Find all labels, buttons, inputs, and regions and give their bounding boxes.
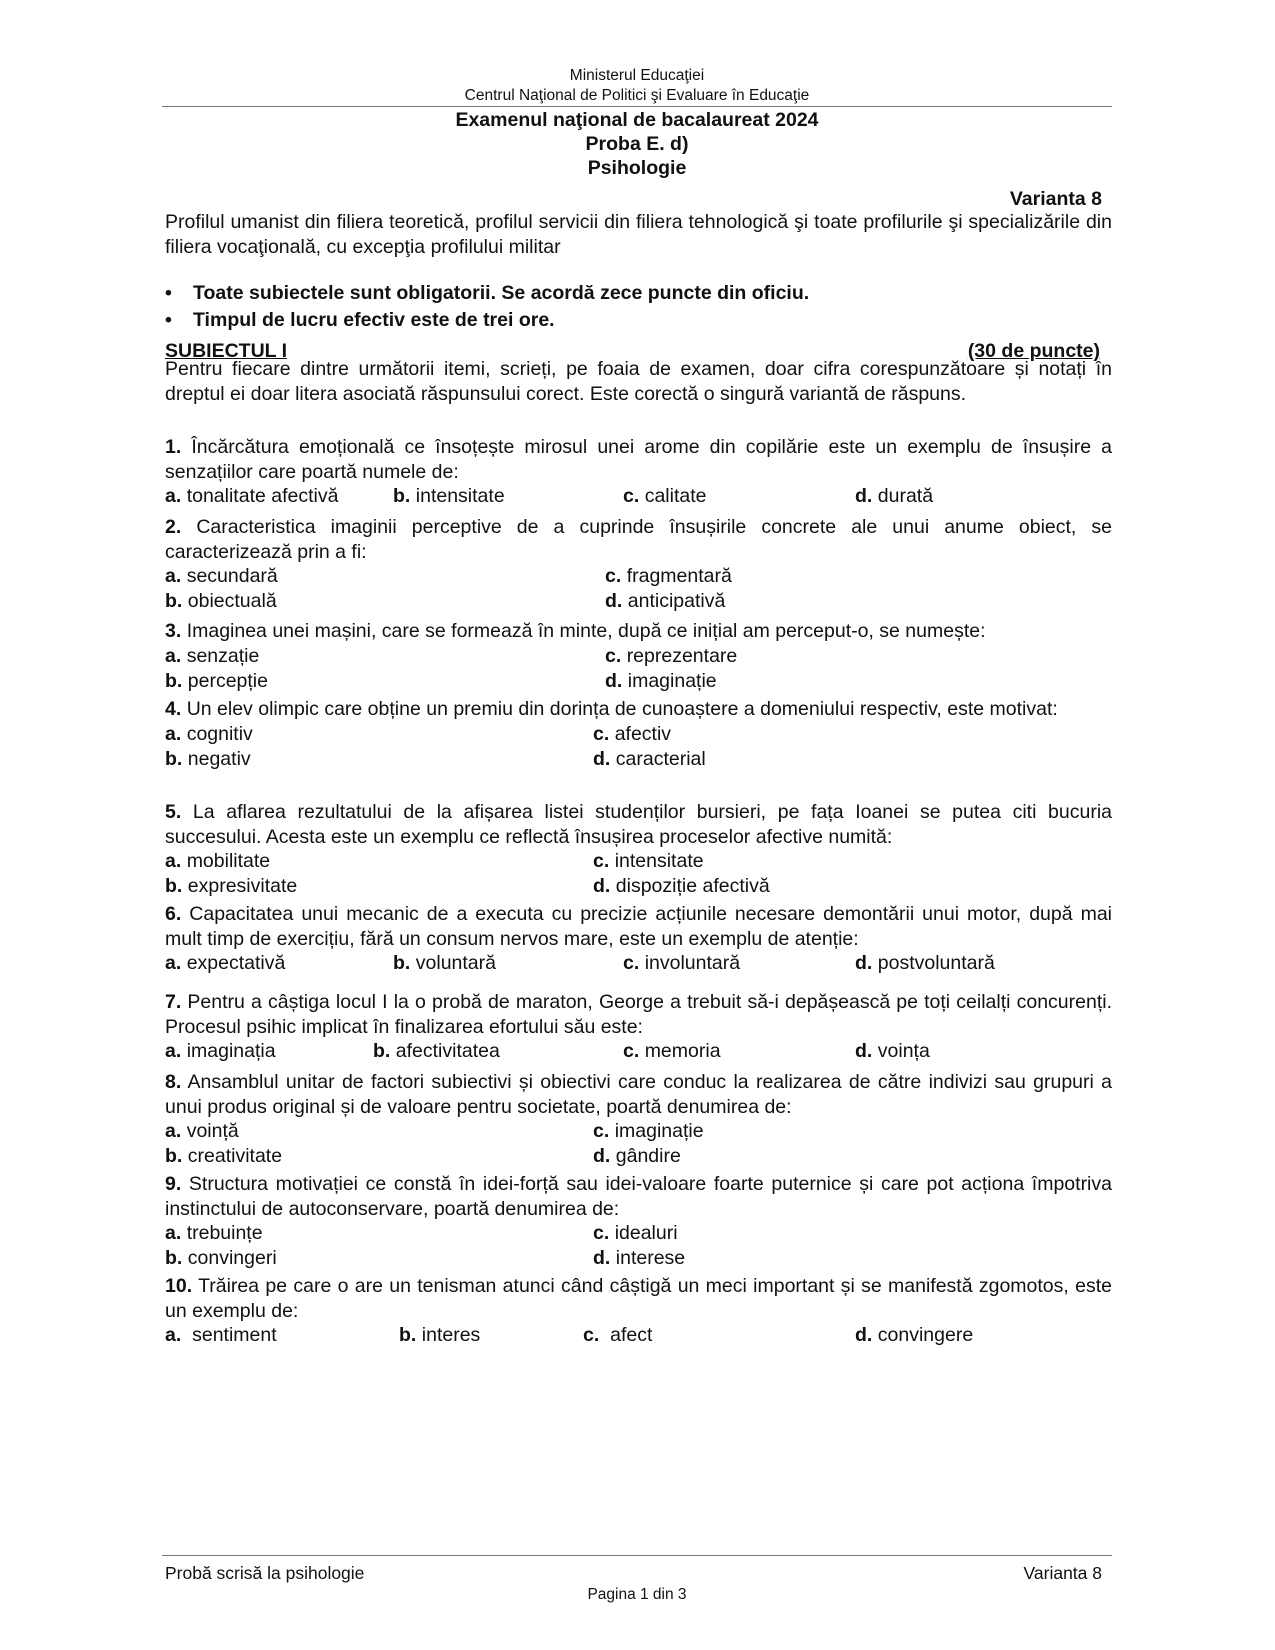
answer-option: c. idealuri [593,1222,678,1244]
question-text: Structura motivației ce constă în idei-forță sau idei-valoare foarte puternice și care pot acționa împotriva instinctului de autoconservare, poartă denumirea de: [165,1173,1112,1220]
answer-option: b. percepție [165,669,268,692]
answer-option: b. interes [399,1324,481,1346]
question-number: 10. [165,1275,193,1297]
subject-name: SUBIECTUL I [165,340,288,362]
answer-option: c. calitate [623,485,707,507]
footer-exam-name: Probă scrisă la psihologie [165,1563,365,1583]
proba-title: Proba E. d) [585,133,689,155]
answer-option: a. mobilitate [165,850,271,872]
question-number: 4. [165,698,182,720]
answer-option: c. fragmentară [605,565,732,587]
exam-title: Examenul naţional de bacalaureat 2024 [455,109,819,131]
question-item [165,1070,1112,1169]
answer-option: b. afectivitatea [373,1040,500,1062]
answer-option: a. secundară [165,565,278,587]
question-number: 3. [165,620,182,642]
question-item [165,990,1112,1064]
question-number: 1. [165,436,182,458]
answer-option: c. memoria [623,1040,721,1062]
question-item [165,697,1112,772]
answer-option: a. sentiment [165,1324,277,1346]
answer-option: b. creativitate [165,1145,283,1167]
question-text: Încărcătura emoțională ce însoțește mirosul unei arome din copilărie este un exemplu de însușire a senzațiilor care poartă numele de: [165,436,1112,483]
answer-option: d. gândire [593,1145,681,1167]
answer-option: c. afect [583,1324,653,1346]
question-number: 7. [165,991,182,1013]
answer-option: c. reprezentare [605,644,738,667]
question-item [165,800,1112,899]
answer-option: d. postvoluntară [855,952,995,974]
answer-option: d. anticipativă [605,590,726,612]
question-item [165,1274,1112,1348]
answer-option: d. convingere [855,1324,974,1346]
page-number: Pagina 1 din 3 [587,1586,687,1603]
rule-item: • Timpul de lucru efectiv este de trei ore. [165,309,555,331]
question-text: Ansamblul unitar de factori subiectivi și obiectivi care conduc la realizarea de către indivizi sau grupuri a unui produs original și de valoare pentru societate, poartă denumirea de: [165,1071,1113,1118]
answer-option: a. senzație [165,644,260,667]
rules-list [165,280,1112,334]
question-item [165,1172,1112,1271]
answer-option: d. durată [855,485,934,507]
answer-option: c. involuntară [623,952,741,974]
answer-option: d. imaginație [605,669,717,692]
subject-title: Psihologie [587,157,687,179]
answer-option: b. obiectuală [165,590,277,612]
answer-option: a. voință [165,1120,239,1142]
question-number: 8. [165,1071,182,1093]
answer-option: d. interese [593,1247,686,1269]
footer-variant: Varianta 8 [1023,1563,1102,1583]
subject-points: (30 de puncte) [967,340,1100,362]
answer-option: d. caracterial [593,747,706,770]
question-number: 6. [165,903,182,925]
answer-option: a. trebuințe [165,1222,263,1244]
ministry-name: Ministerul Educaţiei [569,67,705,84]
header-divider [162,106,1112,107]
instructions: Pentru fiecare dintre următorii itemi, scrieți, pe foaia de examen, doar cifra corespunzătoare și notați în dreptul ei doar litera asociată răspunsului corect. Este corectă o singură variantă de răspuns. [165,358,1112,405]
question-text: Pentru a câștiga locul I la o probă de maraton, George a trebuit să-i depășească pe toți ceilalți concurenți. Procesul psihic implicat în finalizarea efortului său este: [165,991,1112,1038]
variant-label: Varianta 8 [1009,188,1102,210]
answer-option: b. intensitate [393,485,505,507]
answer-option: a. cognitiv [165,722,253,745]
answer-option: c. afectiv [593,722,672,745]
question-text: Imaginea unei mașini, care se formează în minte, după ce inițial am perceput-o, se numește: [186,620,986,642]
question-text: La aflarea rezultatului de la afișarea listei studenților bursieri, pe fața Ioanei se putea citi bucuria succesului. Acesta este un exemplu ce reflectă însușirea proceselor afective numită: [165,801,1113,848]
answer-option: b. convingeri [165,1247,277,1269]
question-text: Caracteristica imaginii perceptive de a cuprinde însușirile concrete ale unui anume obiect, se caracterizează prin a fi: [165,516,1113,563]
footer-divider [162,1555,1112,1556]
answer-option: a. tonalitate afectivă [165,485,339,507]
answer-option: d. dispoziție afectivă [593,875,770,897]
question-number: 9. [165,1173,182,1195]
question-number: 5. [165,801,182,823]
center-name: Centrul Naţional de Politici şi Evaluare în Educaţie [464,87,810,104]
answer-option: b. expresivitate [165,875,298,897]
answer-option: b. negativ [165,747,251,770]
question-item [165,435,1112,509]
question-item [165,902,1112,976]
answer-option: c. imaginație [593,1120,704,1142]
answer-option: d. voința [855,1040,930,1062]
question-text: Un elev olimpic care obține un premiu din dorința de cunoaștere a domeniului respectiv, este motivat: [186,698,1058,720]
rule-item: • Toate subiectele sunt obligatorii. Se acordă zece puncte din oficiu. [165,282,810,304]
question-number: 2. [165,516,182,538]
question-text: Capacitatea unui mecanic de a executa cu precizie acțiunile necesare demontării unui motor, după mai mult timp de exercițiu, fără un consum nervos mare, este un exemplu de atenție: [165,903,1112,950]
answer-option: c. intensitate [593,850,704,872]
question-item [165,515,1112,614]
answer-option: b. voluntară [393,952,496,974]
question-text: Trăirea pe care o are un tenisman atunci când câștigă un meci important și se manifestă zgomotos, este un exemplu de: [165,1275,1112,1322]
question-item [165,619,1112,694]
answer-option: a. expectativă [165,952,286,974]
answer-option: a. imaginația [165,1040,276,1062]
profile-text: Profilul umanist din filiera teoretică, profilul servicii din filiera tehnologică şi toate profilurile şi specializările din filiera vocaţională, cu excepţia profilului militar [165,211,1112,258]
